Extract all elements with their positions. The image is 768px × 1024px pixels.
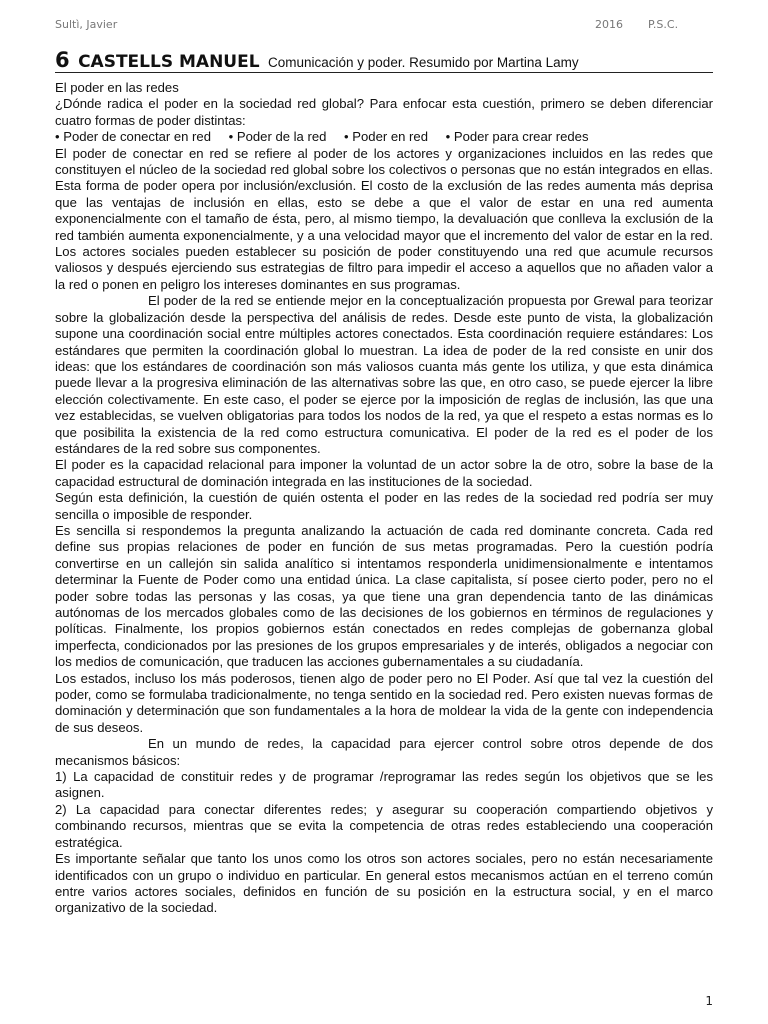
paragraph: El poder es la capacidad relacional para imponer la voluntad de un actor sobre la de otro, sobre la base de la capacidad estructural de dominación integrada en las instituciones de la sociedad. [55,457,713,489]
title-subtitle: Comunicación y poder. Resumido por Martina Lamy [268,55,579,70]
bullet-item: • Poder de conectar en red [55,129,211,145]
bullet-item: • Poder en red [344,129,428,145]
header-author: Sultì, Javier [55,18,118,31]
paragraph: 2) La capacidad para conectar diferentes redes; y asegurar su cooperación compartiendo objetivos y combinando recursos, mientras que se evita la competencia de otras redes estableciendo una cooperación estratégica. [55,801,713,850]
paragraph: Es importante señalar que tanto los unos como los otros son actores sociales, pero no están necesariamente identificados con un grupo o individuo en particular. En general estos mecanismos actúan en el terreno común entre varios actores sociales, definidos en función de su posición en la estructura social, y en el marco organizativo de la sociedad. [55,851,713,916]
paragraph: ¿Dónde radica el poder en la sociedad red global? Para enfocar esta cuestión, primero se deben diferenciar cuatro formas de poder distintas: [55,96,713,128]
paragraph: El poder de conectar en red se refiere al poder de los actores y organizaciones incluidos en las redes que constituyen el núcleo de la sociedad red global sobre los colectivos o personas que no están integrados en ellas. Esta forma de poder opera por inclusión/exclusión. El costo de la exclusión de las redes aumenta más deprisa que las ventajas de inclusión en ellas, esto se debe a que el valor de estar en una red aumenta exponencialmente con el tamaño de ésta, pero, al mismo tiempo, la devaluación que conlleva la exclusión de la red también aumenta exponencialmente, y a una velocidad mayor que el incremento del valor de estar en la red. Los actores sociales pueden establecer su posición de poder constituyendo una red que acumule recursos valiosos y después ejerciendo sus estrategias de filtro para impedir el acceso a aquellos que no añaden valor a la red o ponen en peligro los intereses dominantes en sus programas. [55,145,713,292]
paragraph: El poder de la red se entiende mejor en la conceptualización propuesta por Grewal para teorizar sobre la globalización desde la perspectiva del análisis de redes. Desde este punto de vista, la globalización supone una coordinación social entre múltiples actores conectados. Esta coordinación requiere estándares: Los estándares que permiten la coordinación global lo muestran. La idea de poder de la red consiste en unir dos ideas: que los estándares de coordinación son más valiosos cuanta más gente los utiliza, y que esta dinámica puede llevar a la progresiva eliminación de las alternativas sobre las que, en otro caso, se puede ejercer la libre elección colectivamente. En este caso, el poder se ejerce por la imposición de reglas de inclusión, las que una vez establecidas, se vuelven obligatorias para todos los nodos de la red, ya que el respeto a estas normas es lo que posibilita la existencia de la red como estructura comunicativa. El poder de la red es el poder de los estándares de la red sobre sus componentes. [55,293,713,456]
paragraph: Es sencilla si respondemos la pregunta analizando la actuación de cada red dominante concreta. Cada red define sus propias relaciones de poder en función de sus metas programadas. Pero la cuestión podría convertirse en un callejón sin salida analítico si intentamos responderla unidimensionalmente e intentamos determinar la Fuente de Poder como una entidad única. La clase capitalista, sí posee cierto poder, pero no el poder sobre todas las personas y las cosas, ya que tiene una gran dependencia tanto de las dinámicas autónomas de los mercados globales como de las decisiones de los gobiernos en términos de regulaciones y políticas. Finalmente, los propios gobiernos están conectados en redes complejas de gobernanza global imperfecta, condicionados por las presiones de los grupos empresariales y de interés, obligados a negociar con los medios de comunicación, que traducen las acciones gubernamentales a su ciudadanía. [55,522,713,670]
bullet-list [55,129,713,145]
paragraph: 1) La capacidad de constituir redes y de programar /reprogramar las redes según los objetivos que se les asignen. [55,769,713,801]
header-year: 2016 [595,18,623,31]
paragraph: En un mundo de redes, la capacidad para ejercer control sobre otros depende de dos mecanismos básicos: [55,736,713,768]
page-number: 1 [705,994,713,1008]
document-body [55,80,713,917]
bullet-item: • Poder para crear redes [445,129,589,145]
header-code: P.S.C. [648,18,679,31]
page-header [55,18,713,34]
paragraph: Los estados, incluso los más poderosos, tienen algo de poder pero no El Poder. Así que tal vez la cuestión del poder, como se formulaba tradicionalmente, no tenga sentido en la sociedad red. Pero existen nuevas formas de dominación y determinación que son fundamentales a la hora de moldear la vida de la gente con independencia de sus deseos. [55,670,713,735]
title-author: CASTELLS MANUEL [78,52,260,72]
paragraph: Según esta definición, la cuestión de quién ostenta el poder en las redes de la sociedad red podría ser muy sencilla o imposible de responder. [55,490,713,522]
section-heading: El poder en las redes [55,80,179,95]
document-title [55,48,713,73]
bullet-item: • Poder de la red [228,129,327,145]
title-number: 6 [55,48,70,72]
